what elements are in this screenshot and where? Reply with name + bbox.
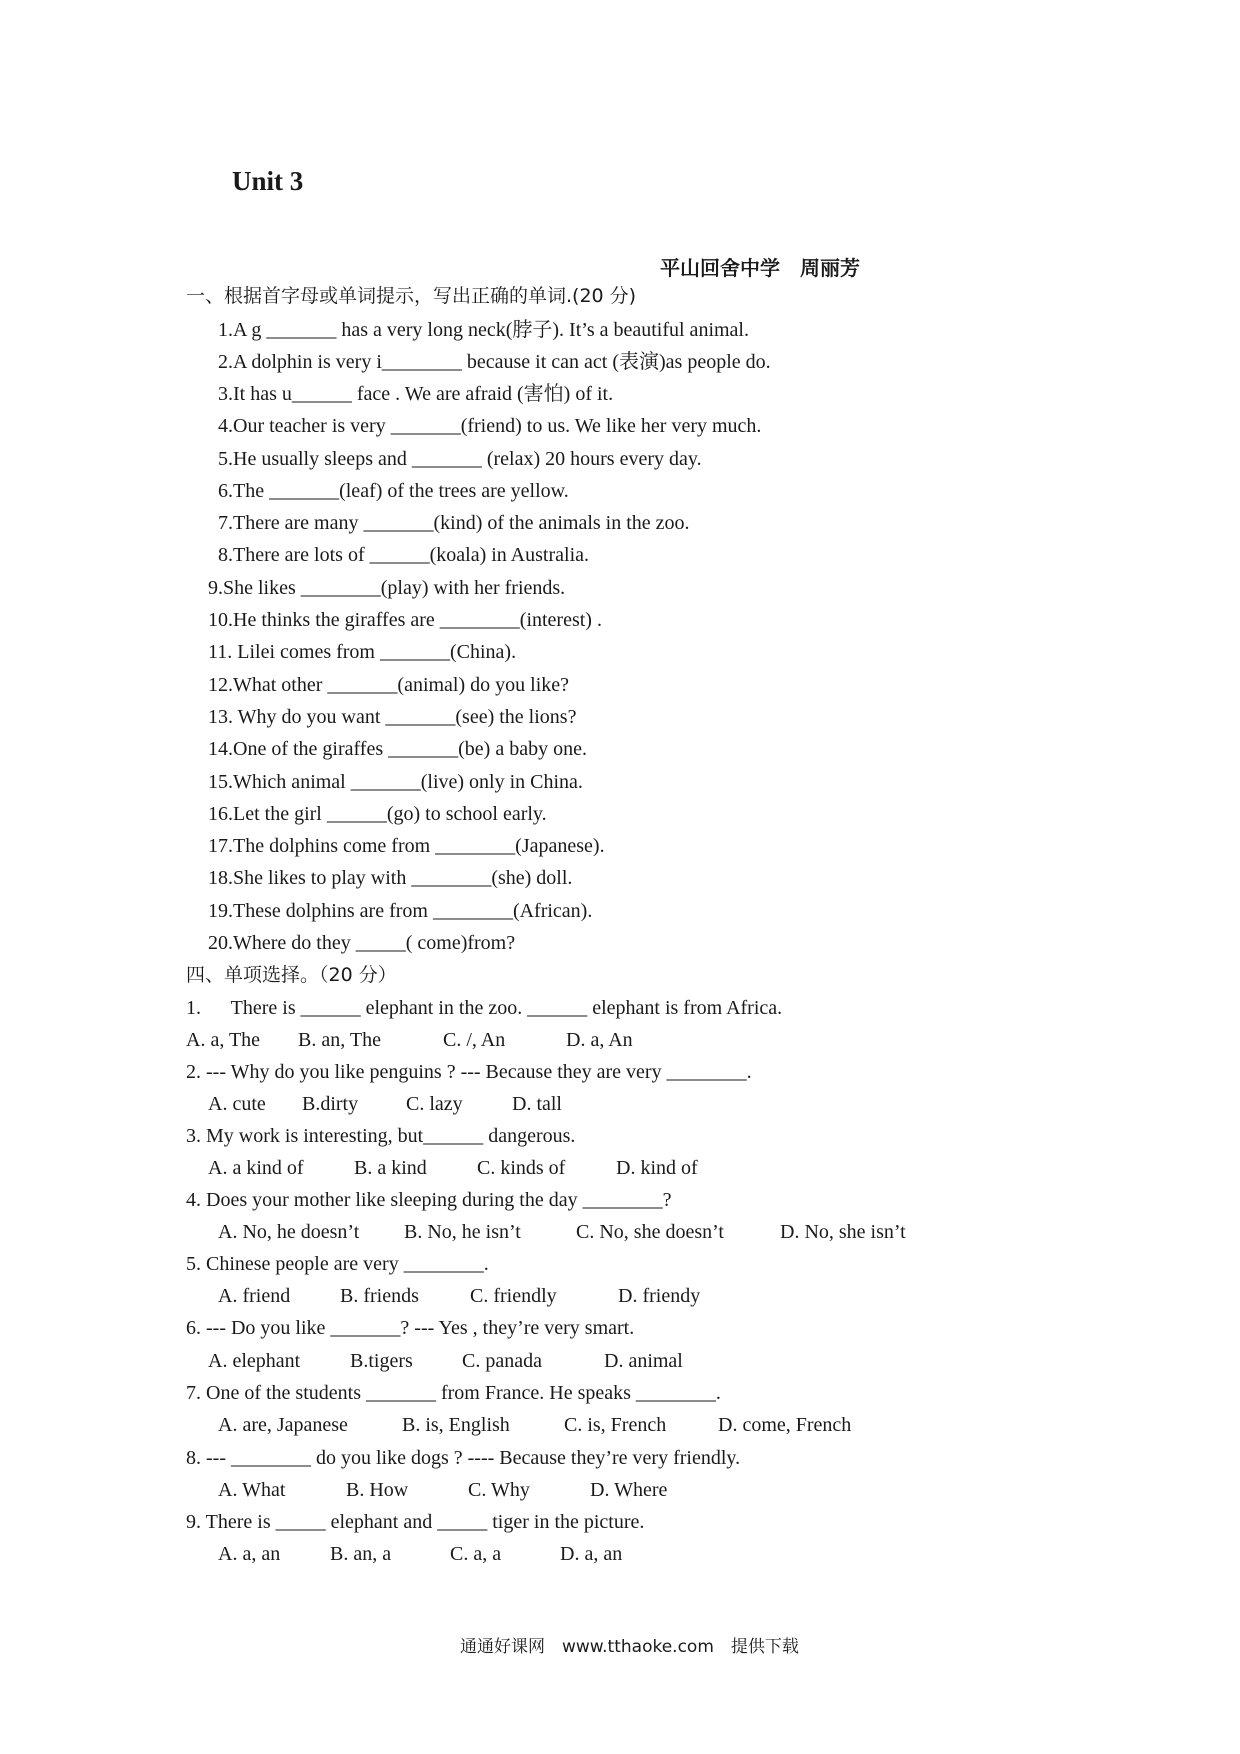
section4-heading: 四、单项选择。（20 分） — [186, 964, 397, 986]
mc-q7-option-c: C. is, French — [564, 1414, 667, 1436]
fill-item-20: 20.Where do they _____( come)from? — [208, 932, 516, 954]
mc-q6-option-d: D. animal — [604, 1350, 683, 1372]
mc-q8-option-c: C. Why — [468, 1479, 530, 1501]
fill-item-7: 7.There are many _______(kind) of the animals in the zoo. — [218, 512, 690, 534]
mc-q3-option-d: D. kind of — [616, 1157, 698, 1179]
mc-q9-option-d: D. a, an — [560, 1543, 623, 1565]
mc-q7-option-b: B. is, English — [402, 1414, 510, 1436]
mc-question-4: 4. Does your mother like sleeping during the day ________? — [186, 1189, 672, 1211]
fill-item-6: 6.The _______(leaf) of the trees are yellow. — [218, 480, 569, 502]
mc-q8-option-d: D. Where — [590, 1479, 668, 1501]
mc-q7-option-d: D. come, French — [718, 1414, 852, 1436]
mc-q2-option-b: B.dirty — [302, 1093, 359, 1115]
fill-item-1: 1.A g _______ has a very long neck(脖子). It’s a beautiful animal. — [218, 319, 749, 341]
mc-question-2: 2. --- Why do you like penguins ? --- Because they are very ________. — [186, 1061, 752, 1083]
mc-q9-option-a: A. a, an — [218, 1543, 281, 1565]
fill-item-2: 2.A dolphin is very i________ because it can act (表演)as people do. — [218, 351, 771, 373]
fill-item-17: 17.The dolphins come from ________(Japanese). — [208, 835, 605, 857]
mc-q6-option-b: B.tigers — [350, 1350, 413, 1372]
fill-item-3: 3.It has u______ face . We are afraid (害怕) of it. — [218, 383, 614, 405]
fill-item-18: 18.She likes to play with ________(she) doll. — [208, 867, 573, 889]
page-title: Unit 3 — [232, 166, 304, 196]
fill-item-13: 13. Why do you want _______(see) the lions? — [208, 706, 577, 728]
mc-q5-option-d: D. friendy — [618, 1285, 701, 1307]
fill-item-12: 12.What other _______(animal) do you like? — [208, 674, 570, 696]
mc-question-9: 9. There is _____ elephant and _____ tiger in the picture. — [186, 1511, 645, 1533]
mc-q5-option-c: C. friendly — [470, 1285, 557, 1307]
fill-item-14: 14.One of the giraffes _______(be) a baby one. — [208, 738, 587, 760]
fill-item-16: 16.Let the girl ______(go) to school early. — [208, 803, 547, 825]
fill-item-9: 9.She likes ________(play) with her friends. — [208, 577, 566, 599]
section1-heading: 一、根据首字母或单词提示，写出正确的单词.(20 分) — [186, 285, 637, 307]
fill-item-19: 19.These dolphins are from ________(African). — [208, 900, 593, 922]
mc-q2-option-c: C. lazy — [406, 1093, 463, 1115]
mc-q3-option-b: B. a kind — [354, 1157, 427, 1179]
fill-item-4: 4.Our teacher is very _______(friend) to us. We like her very much. — [218, 415, 762, 437]
mc-q4-option-a: A. No, he doesn’t — [218, 1221, 360, 1243]
fill-item-8: 8.There are lots of ______(koala) in Australia. — [218, 544, 589, 566]
mc-question-5: 5. Chinese people are very ________. — [186, 1253, 489, 1275]
mc-q8-option-a: A. What — [218, 1479, 286, 1501]
mc-q5-option-b: B. friends — [340, 1285, 419, 1307]
mc-q4-option-c: C. No, she doesn’t — [576, 1221, 724, 1243]
mc-question-3: 3. My work is interesting, but______ dangerous. — [186, 1125, 576, 1147]
mc-q6-option-c: C. panada — [462, 1350, 542, 1372]
mc-question-8: 8. --- ________ do you like dogs ? ---- Because they’re very friendly. — [186, 1447, 741, 1469]
mc-question-7: 7. One of the students _______ from France. He speaks ________. — [186, 1382, 721, 1404]
mc-q2-option-d: D. tall — [512, 1093, 562, 1115]
author-line: 平山回舍中学 周丽芳 — [660, 256, 860, 280]
mc-q9-option-b: B. an, a — [330, 1543, 392, 1565]
mc-q3-option-c: C. kinds of — [477, 1157, 566, 1179]
mc-question-6: 6. --- Do you like _______? --- Yes , they’re very smart. — [186, 1317, 635, 1339]
mc-question-1: 1. There is ______ elephant in the zoo. ______ elephant is from Africa. — [186, 997, 783, 1019]
mc-q4-option-b: B. No, he isn’t — [404, 1221, 521, 1243]
mc-q9-option-c: C. a, a — [450, 1543, 502, 1565]
fill-item-11: 11. Lilei comes from _______(China). — [208, 641, 517, 663]
fill-item-15: 15.Which animal _______(live) only in China. — [208, 771, 583, 793]
fill-item-10: 10.He thinks the giraffes are ________(interest) . — [208, 609, 602, 631]
mc-q4-option-d: D. No, she isn’t — [780, 1221, 906, 1243]
mc-q2-option-a: A. cute — [208, 1093, 266, 1115]
fill-item-5: 5.He usually sleeps and _______ (relax) 20 hours every day. — [218, 448, 702, 470]
mc-q1-option-d: D. a, An — [566, 1029, 633, 1051]
mc-q1-option-a: A. a, The — [186, 1029, 261, 1051]
mc-q1-option-c: C. /, An — [443, 1029, 506, 1051]
mc-q3-option-a: A. a kind of — [208, 1157, 304, 1179]
mc-q7-option-a: A. are, Japanese — [218, 1414, 348, 1436]
mc-q5-option-a: A. friend — [218, 1285, 291, 1307]
mc-q1-option-b: B. an, The — [298, 1029, 381, 1051]
mc-q8-option-b: B. How — [346, 1479, 409, 1501]
mc-q6-option-a: A. elephant — [208, 1350, 301, 1372]
footer-source: 通通好课网 www.tthaoke.com 提供下载 — [460, 1637, 799, 1657]
